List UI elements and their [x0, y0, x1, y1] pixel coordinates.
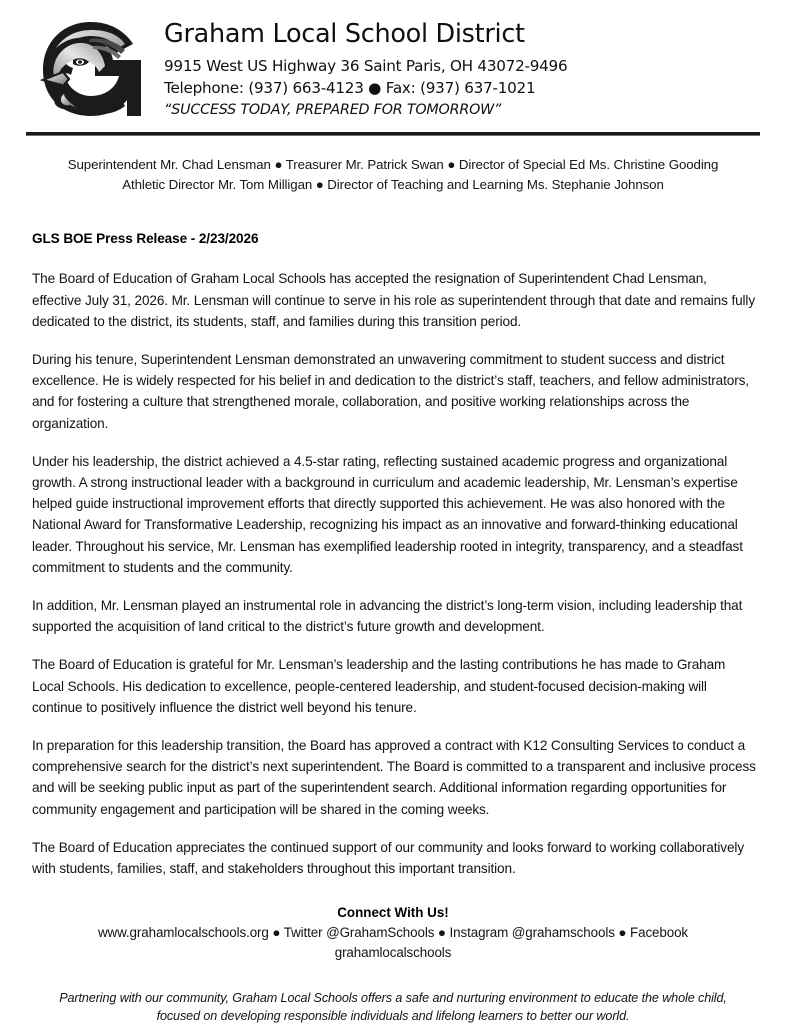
letterhead-text [158, 14, 758, 121]
connect-with-us-heading: Connect With Us! [337, 905, 449, 921]
footer-connect [40, 905, 746, 963]
paragraph: In preparation for this leadership transition, the Board has approved a contract with K12 Consulting Services to conduct a comprehensive search for the district’s next superintendent. The Board is committed to a transparent and inclusive process and will be seeking public input as part of the superintendent search. Additional information regarding opportunities for community engagement and participation will be shared in the coming weeks. [32, 738, 756, 817]
paragraph: In addition, Mr. Lensman played an instrumental role in advancing the district’s long-term vision, including leadership that supported the acquisition of land critical to the district’s future growth and development. [32, 598, 743, 635]
district-logo [28, 14, 158, 124]
letterhead [0, 0, 786, 124]
paragraph: The Board of Education is grateful for Mr. Lensman’s leadership and the lasting contributions he has made to Graham Local Schools. His dedication to excellence, people-centered leadership, and student-focused decision-making will continue to positively influence the district well beyond his tenure. [32, 657, 726, 715]
social-media-links: www.grahamlocalschools.org ● Twitter @GrahamSchools ● Instagram @grahamschools ● Facebook grahamlocalschools [97, 925, 689, 961]
administrators-line-2: Athletic Director Mr. Tom Milligan ● Director of Teaching and Learning Ms. Stephanie Johnson [122, 177, 664, 193]
graham-falcons-logo-icon [33, 16, 153, 124]
paragraph: Under his leadership, the district achieved a 4.5-star rating, reflecting sustained academic progress and organizational growth. A strong instructional leader with a background in curriculum and academic leadership, Mr. Lensman’s expertise helped guide instructional improvement efforts that directly supported this achievement. He was also honored with the National Award for Transformative Leadership, recognizing his impact as an innovative and forward-thinking educational leader. Throughout his service, Mr. Lensman has exemplified leadership rooted in integrity, transparency, and a steadfast commitment to students and the community. [32, 453, 743, 575]
district-motto: “SUCCESS TODAY, PREPARED FOR TOMORROW” [164, 102, 502, 119]
administrators-line-1: Superintendent Mr. Chad Lensman ● Treasurer Mr. Patrick Swan ● Director of Special Ed Ms. Christine Gooding [67, 157, 719, 172]
paragraph: During his tenure, Superintendent Lensman demonstrated an unwavering commitment to student success and district excellence. He is widely respected for his belief in and dedication to the district’s staff, teachers, and fellow administrators, and for fostering a culture that strengthened morale, collaboration, and positive working relationships across the organization. [32, 352, 749, 431]
press-release-title: GLS BOE Press Release - 2/23/2026 [32, 231, 259, 247]
district-phone-fax: Telephone: (937) 663-4123 ● Fax: (937) 637-1021 [164, 78, 536, 97]
district-name: Graham Local School District [164, 19, 525, 49]
press-release-body [32, 195, 756, 879]
administrators-list [34, 155, 752, 195]
district-address: 9915 West US Highway 36 Saint Paris, OH 43072-9496 [164, 57, 568, 76]
paragraph: The Board of Education appreciates the continued support of our community and looks forward to working collaboratively with students, families, staff, and stakeholders throughout this important transition. [32, 839, 744, 877]
header-divider [26, 132, 760, 136]
paragraph: The Board of Education of Graham Local Schools has accepted the resignation of Superintendent Chad Lensman, effective July 31, 2026. Mr. Lensman will continue to serve in his role as superintendent through that date and remains fully dedicated to the district, its students, staff, and families during this transition period. [32, 271, 756, 329]
mission-statement: Partnering with our community, Graham Local Schools offers a safe and nurturing environment to educate the whole child, focused on developing responsible individuals and lifelong learners to better our world. [59, 990, 727, 1024]
